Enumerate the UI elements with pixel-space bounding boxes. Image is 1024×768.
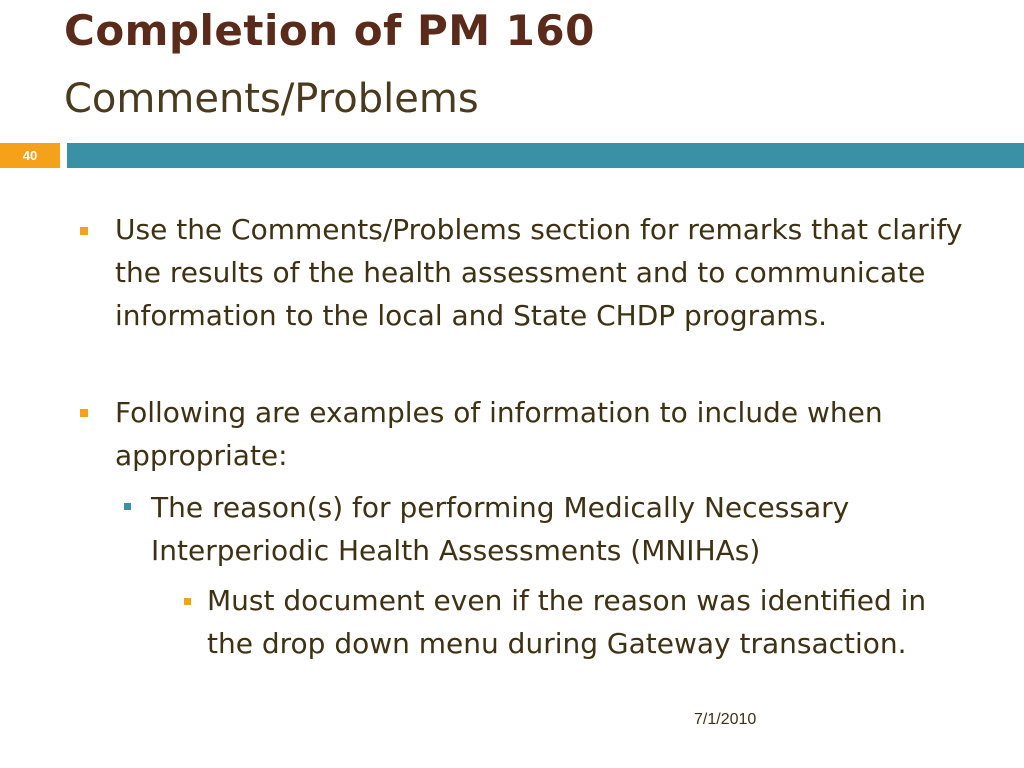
square-bullet-icon (80, 409, 88, 417)
sub-bullet-item-mnihas: The reason(s) for performing Medically Necessary Interperiodic Health Assessments (MNIHAs) (151, 491, 850, 567)
slide-number: 40 (22, 148, 38, 163)
sub-sub-bullet-item-document: Must document even if the reason was identified in the drop down menu during Gateway transaction. (207, 584, 927, 660)
slide-title: Completion of PM 160 (64, 6, 595, 55)
square-bullet-icon (80, 227, 88, 235)
square-bullet-icon (124, 503, 131, 510)
footer-date: 7/1/2010 (694, 711, 757, 728)
bullet-item-comments-section: Use the Comments/Problems section for remarks that clarify the results of the health assessment and to communicate information to the local and State CHDP programs. (115, 213, 963, 332)
bullet-item-examples: Following are examples of information to include when appropriate: (115, 396, 883, 472)
slide-subtitle: Comments/Problems (64, 76, 479, 122)
square-bullet-icon (184, 598, 191, 605)
